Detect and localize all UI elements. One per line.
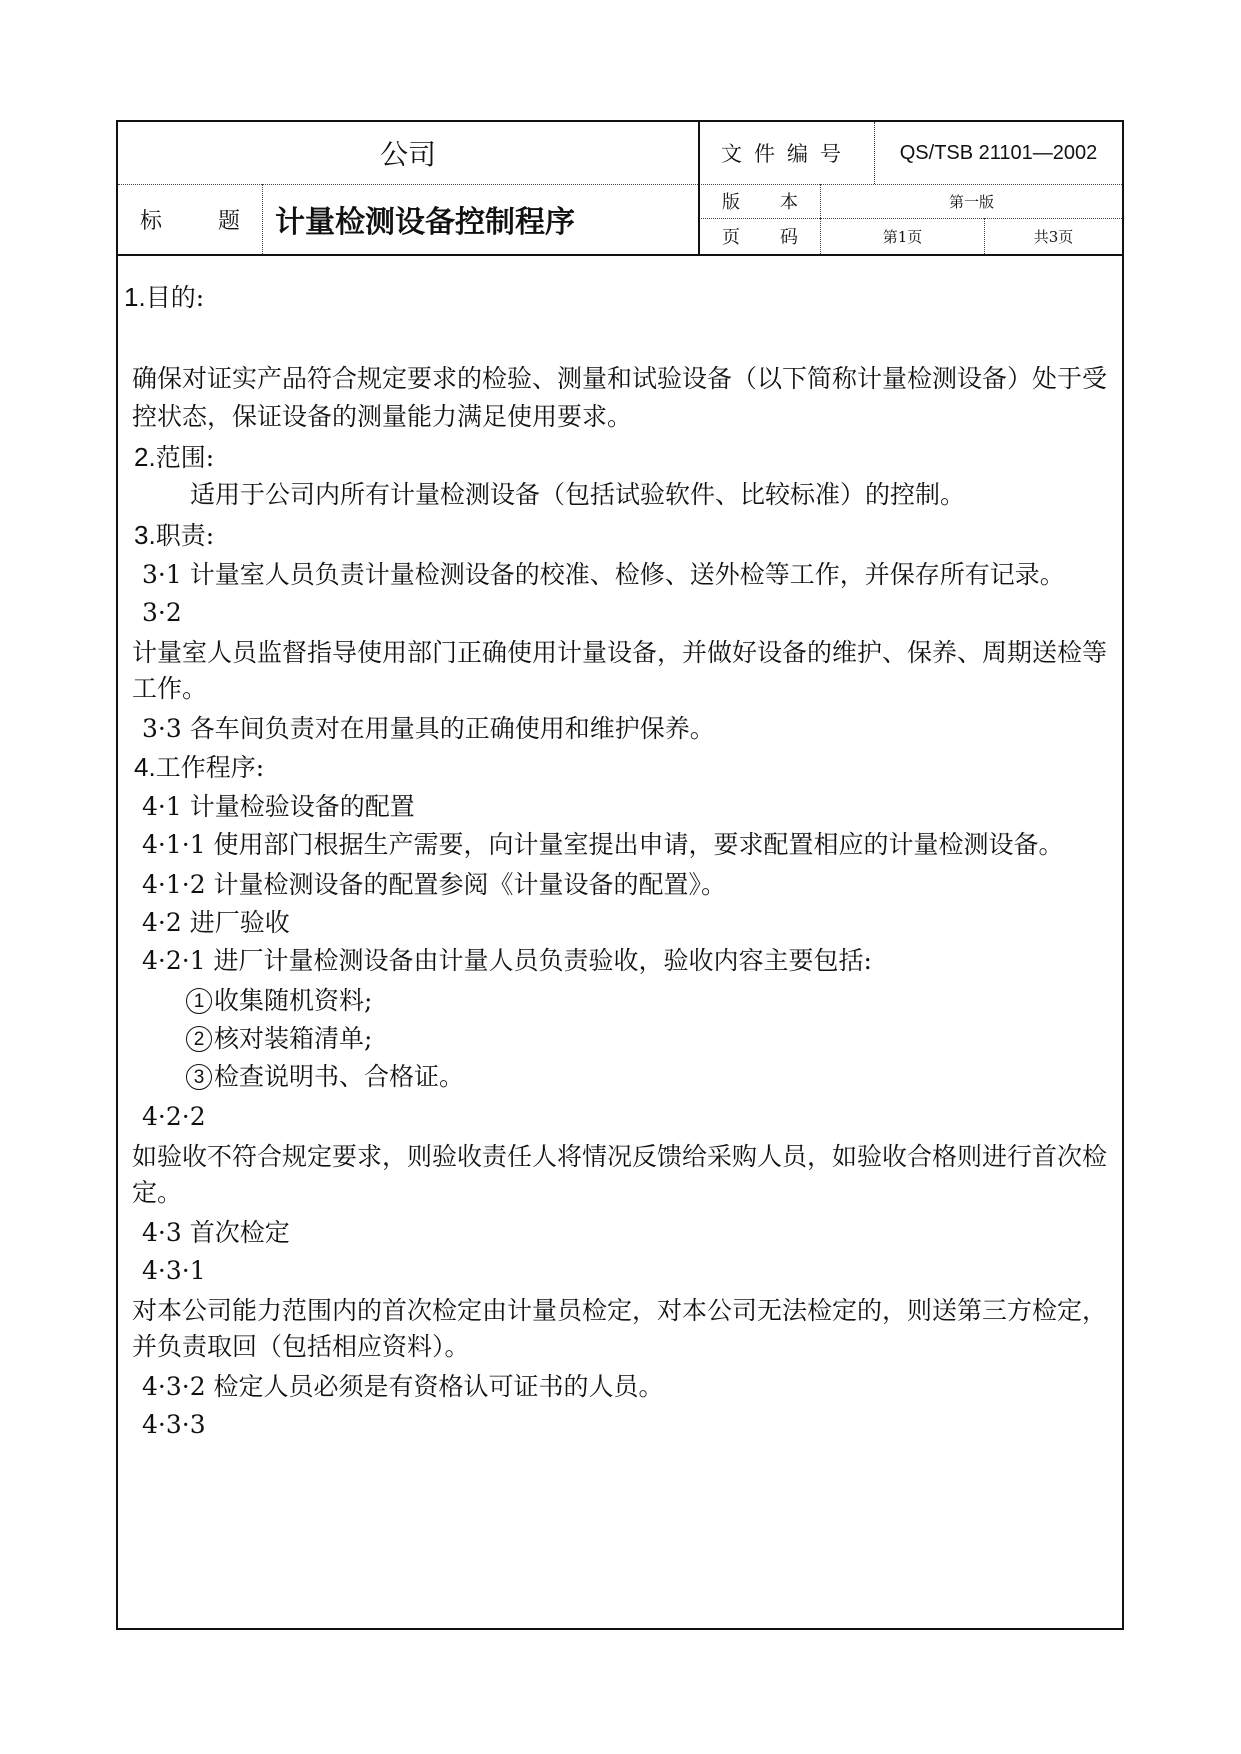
document-frame [116, 120, 1124, 1630]
page-current: 第1页 [820, 218, 984, 254]
file-number-value: QS/TSB 21101—2002 [874, 122, 1122, 184]
title-label-char-1: 标 [140, 208, 163, 234]
clause-4-2-2-number: 4·2·2 [142, 1102, 206, 1131]
clause-4-3-2: 4·3·2 检定人员必须是有资格认可证书的人员。 [142, 1372, 664, 1401]
page-label-char-1: 页 [722, 227, 740, 248]
paragraph-line: 计量室人员监督指导使用部门正确使用计量设备，并做好设备的维护、保养、周期送检等 [132, 638, 1108, 667]
section-1-heading [124, 282, 204, 313]
file-number-label: 文件编号 [698, 122, 874, 184]
version-label-char-1: 版 [722, 192, 740, 213]
clause-3-2-number: 3·2 [142, 598, 182, 627]
section-title: 职责: [155, 521, 215, 550]
page-total: 共3页 [984, 218, 1122, 254]
circled-number: 2 [186, 1026, 212, 1052]
document-title: 计量检测设备控制程序 [262, 184, 698, 254]
list-item [186, 1062, 464, 1092]
clause-4-1-1: 4·1·1 使用部门根据生产需要，向计量室提出申请，要求配置相应的计量检测设备。 [142, 830, 1064, 859]
title-label [118, 184, 262, 254]
paragraph-line: 确保对证实产品符合规定要求的检验、测量和试验设备（以下简称计量检测设备）处于受 [132, 364, 1108, 393]
paragraph-line: 定。 [132, 1178, 183, 1207]
version-value: 第一版 [820, 184, 1122, 218]
paragraph-line: 并负责取回（包括相应资料）。 [132, 1332, 470, 1361]
list-item [186, 1024, 372, 1054]
header-bottom-border [118, 254, 1122, 256]
section-number: 4. [134, 752, 156, 782]
title-label-char-2: 题 [217, 208, 240, 234]
paragraph-line: 控状态，保证设备的测量能力满足使用要求。 [132, 402, 633, 431]
document-header [118, 122, 1122, 254]
paragraph-line: 适用于公司内所有计量检测设备（包括试验软件、比较标准）的控制。 [190, 480, 966, 509]
paragraph-line: 工作。 [132, 674, 208, 703]
list-item-text: 收集随机资料; [214, 986, 373, 1015]
circled-number: 1 [186, 988, 212, 1014]
paragraph-line: 如验收不符合规定要求，则验收责任人将情况反馈给采购人员，如验收合格则进行首次检 [132, 1142, 1108, 1171]
clause-4-2: 4·2 进厂验收 [142, 908, 290, 937]
section-number: 2. [134, 442, 156, 472]
company-name: 公司 [379, 138, 436, 171]
version-label-char-2: 本 [780, 192, 798, 213]
page-label [698, 218, 820, 254]
clause-4-1-2: 4·1·2 计量检测设备的配置参阅《计量设备的配置》。 [142, 870, 727, 899]
section-title: 工作程序: [155, 753, 265, 782]
section-number: 3. [134, 520, 156, 550]
clause-4-3: 4·3 首次检定 [142, 1218, 290, 1247]
clause-4-2-1: 4·2·1 进厂计量检测设备由计量人员负责验收，验收内容主要包括: [142, 946, 872, 975]
clause-4-3-3-number: 4·3·3 [142, 1410, 206, 1439]
circled-number: 3 [186, 1064, 212, 1090]
section-2-heading [134, 442, 214, 473]
section-3-heading [134, 520, 214, 551]
clause-3-1: 3·1 计量室人员负责计量检测设备的校准、检修、送外检等工作，并保存所有记录。 [142, 560, 1065, 589]
version-label [698, 184, 820, 218]
section-title: 目的: [145, 283, 205, 312]
section-4-heading [134, 752, 264, 783]
list-item [186, 986, 372, 1016]
paragraph-line: 对本公司能力范围内的首次检定由计量员检定，对本公司无法检定的，则送第三方检定， [132, 1296, 1108, 1325]
clause-4-1: 4·1 计量检验设备的配置 [142, 792, 415, 821]
section-number: 1. [124, 282, 146, 312]
list-item-text: 核对装箱清单; [214, 1024, 373, 1053]
list-item-text: 检查说明书、合格证。 [214, 1062, 465, 1091]
page-label-char-2: 码 [780, 227, 798, 248]
clause-4-3-1-number: 4·3·1 [142, 1256, 206, 1285]
clause-3-3: 3·3 各车间负责对在用量具的正确使用和维护保养。 [142, 714, 715, 743]
section-title: 范围: [155, 443, 215, 472]
